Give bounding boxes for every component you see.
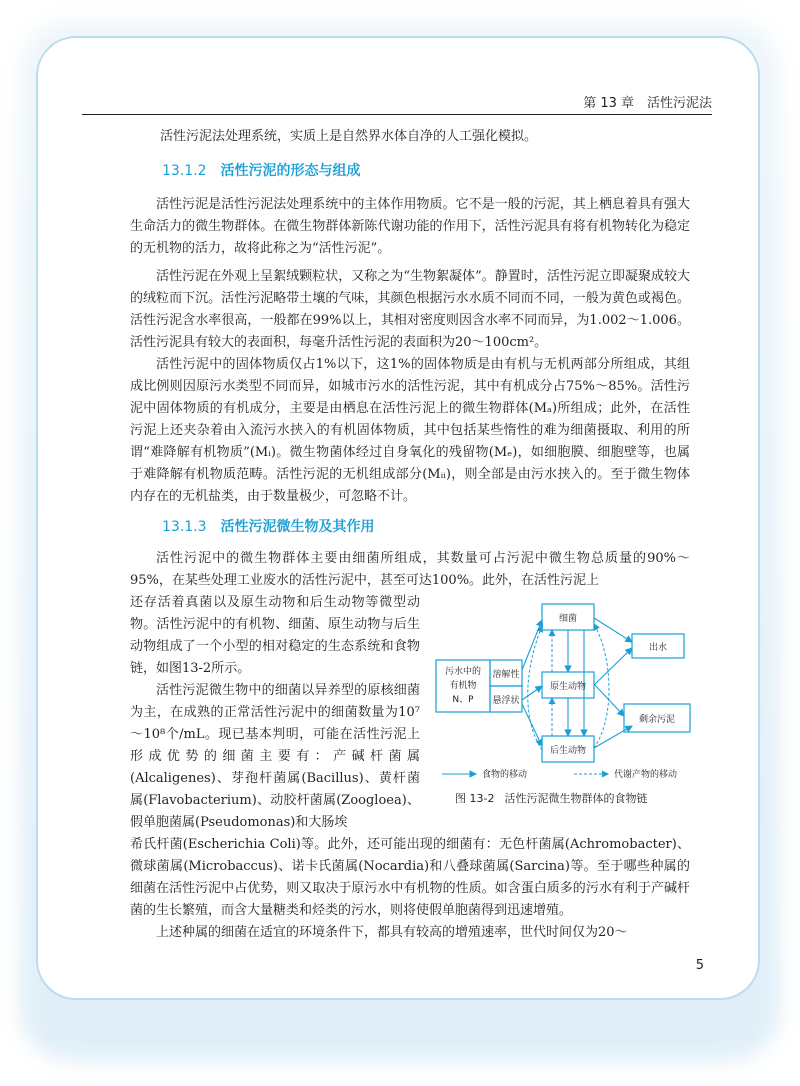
food-chain-diagram <box>424 600 714 814</box>
legend-metabolite-label: 代谢产物的移动 <box>614 770 678 780</box>
source-label: 污水中的 <box>444 667 482 677</box>
section-heading-13-1-3 <box>162 516 375 536</box>
effluent-label: 出水 <box>648 643 668 653</box>
section-title: 活性污泥微生物及其作用 <box>220 519 375 535</box>
diagram-legend <box>442 768 677 780</box>
paragraph: 活性污泥中的固体物质仅占1%以下，这1%的固体物质是由有机与无机两部分所组成，其组成比例则因原污水类型不同而异，如城市污水的活性污泥，其中有机成分占75%～85%。活性污泥中固体物质的有机成分，主要是由栖息在活性污泥上的微生物群体(Mₐ)所组成；此外，在活性污泥上还夹杂着由入流污水挟入的有机固体物质，其中包括某些惰性的难为细菌摄取、利用的所谓“难降解有机物质”(Mᵢ)。微生物菌体经过自身氧化的残留物(Mₑ)，如细胞膜、细胞壁等，也属于难降解有机物质范畴。活性污泥的无机组成部分(Mᵢᵢ)，则全部是由污水挟入的。至于微生物体内存在的无机盐类，由于数量极少，可忽略不计。 <box>130 357 690 504</box>
paragraph-wrapped: 还存活着真菌以及原生动物和后生动物等微型动物。活性污泥中的有机物、细菌、原生动物与后生动物组成了一个小型的相对稳定的生态系统和食物链，如图13-2所示。 <box>130 595 420 676</box>
intro-line: 活性污泥法处理系统，实质上是自然界水体自净的人工强化模拟。 <box>160 129 538 144</box>
section-number: 13.1.3 <box>162 519 207 535</box>
suspended-label: 悬浮状 <box>492 696 520 706</box>
dissolved-label: 溶解性 <box>492 670 520 680</box>
paragraph: 活性污泥中的微生物群体主要由细菌所组成，其数量可占污泥中微生物总质量的90%～95%，在某些处理工业废水的活性污泥中，甚至可达100%。此外，在活性污泥上 <box>130 551 690 588</box>
source-label: 有机物 <box>449 681 477 691</box>
figure-caption-text: 活性污泥微生物群体的食物链 <box>504 792 648 805</box>
figure-label: 图 13-2 <box>455 792 495 805</box>
section-number: 13.1.2 <box>162 163 207 179</box>
excess-sludge-label: 剩余污泥 <box>638 715 676 725</box>
legend-food-label: 食物的移动 <box>482 770 528 780</box>
running-head <box>82 90 712 110</box>
paragraph: 希氏杆菌(Escherichia Coli)等。此外，还可能出现的细菌有：无色杆菌属(Achromobacter)、微球菌属(Microbaccus)、诺卡氏菌属(Nocardia)和八叠球菌属(Sarcina)等。至于哪些种属的细菌在活性污泥中占优势，则又取决于原污水中有机物的性质。如含蛋白质多的污水有利于产碱杆菌的生长繁殖，而含大量糖类和烃类的污水，则将使假单胞菌得到迅速增殖。 <box>130 837 690 918</box>
section-heading-13-1-2 <box>162 160 361 180</box>
bacteria-label: 细菌 <box>558 614 578 624</box>
metazoa-label: 后生动物 <box>549 746 587 756</box>
paragraph: 上述种属的细菌在适宜的环境条件下，都具有较高的增殖速率，世代时间仅为20～ <box>156 925 628 940</box>
source-label: N、P <box>452 695 474 705</box>
paragraph: 活性污泥是活性污泥法处理系统中的主体作用物质。它不是一般的污泥，其上栖息着具有强大生命活力的微生物群体。在微生物群体新陈代谢功能的作用下，活性污泥具有将有机物转化为稳定的无机物的活力，故将此称之为“活性污泥”。 <box>130 197 690 256</box>
protozoa-label: 原生动物 <box>549 682 587 692</box>
figure-caption <box>455 790 647 806</box>
running-head-text: 第 13 章 活性污泥法 <box>583 96 712 111</box>
paragraph-wrapped: 活性污泥微生物中的细菌以异养型的原核细菌为主，在成熟的正常活性污泥中的细菌数量为10⁷～10⁸个/mL。现已基本判明，可能在活性污泥上形成优势的细菌主要有：产碱杆菌属(Alcaligenes)、芽孢杆菌属(Bacillus)、黄杆菌属(Flavobacterium)、动胶杆菌属(Zoogloea)、假单胞菌属(Pseudomonas)和大肠埃 <box>130 683 420 830</box>
header-rule <box>82 114 712 115</box>
paragraph: 活性污泥在外观上呈絮绒颗粒状，又称之为“生物絮凝体”。静置时，活性污泥立即凝聚成较大的绒粒而下沉。活性污泥略带土壤的气味，其颜色根据污水水质不同而不同，一般为黄色或褐色。活性污泥含水率很高，一般都在99%以上，其相对密度则因含水率不同而异，为1.002～1.006。活性污泥具有较大的表面积，每毫升活性污泥的表面积为20～100cm²。 <box>130 269 690 350</box>
section-title: 活性污泥的形态与组成 <box>220 163 361 179</box>
page-number: 5 <box>695 958 704 973</box>
